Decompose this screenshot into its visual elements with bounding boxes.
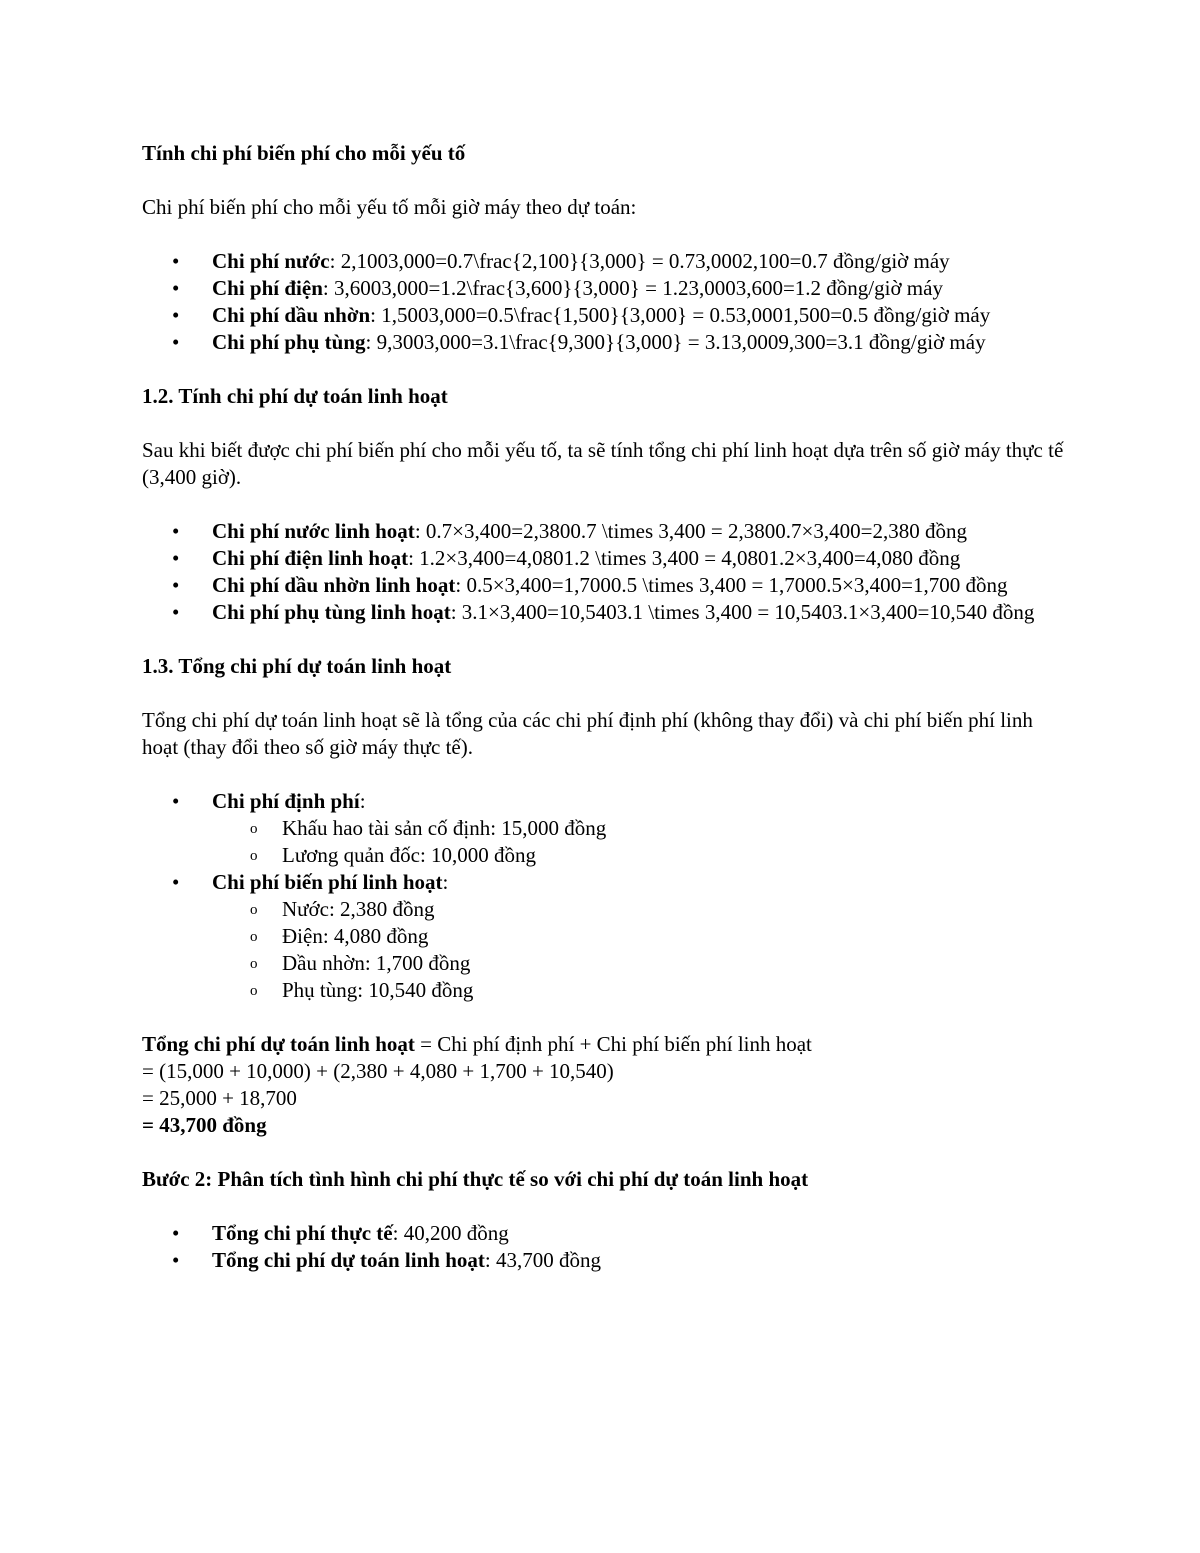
item-label: Chi phí nước — [212, 249, 330, 273]
list-item — [142, 275, 1072, 302]
list-item — [142, 545, 1072, 572]
item-text: : 1.2×3,400=4,0801.2 \times 3,400 = 4,0801.2×3,400=4,080 đồng — [408, 546, 961, 570]
item-text: : 3.1×3,400=10,5403.1 \times 3,400 = 10,5403.1×3,400=10,540 đồng — [450, 600, 1035, 624]
item-label: Chi phí phụ tùng — [212, 330, 366, 354]
item-label: Chi phí biến phí linh hoạt — [212, 870, 443, 894]
list-item-fixed-cost — [142, 788, 1072, 869]
item-suffix: : — [442, 870, 449, 894]
sub-list-item: o Dầu nhờn: 1,700 đồng — [212, 950, 1072, 977]
item-label: Chi phí định phí — [212, 789, 360, 813]
item-label: Chi phí phụ tùng linh hoạt — [212, 600, 451, 624]
total-label: Tổng chi phí dự toán linh hoạt — [142, 1032, 415, 1056]
total-line-1 — [142, 1031, 1072, 1058]
variable-cost-sublist — [212, 896, 1072, 1004]
section-heading-step2: Bước 2: Phân tích tình hình chi phí thực tế so với chi phí dự toán linh hoạt — [142, 1167, 809, 1191]
sub-list-item: o Lương quản đốc: 10,000 đồng — [212, 842, 1072, 869]
sub-list-item: o Điện: 4,080 đồng — [212, 923, 1072, 950]
comparison-list — [142, 1220, 1072, 1274]
item-label: Chi phí điện linh hoạt — [212, 546, 409, 570]
list-item — [142, 599, 1072, 626]
item-text: : 9,3003,000=3.1\frac{9,300}{3,000} = 3.13,0009,300=3.1 đồng/giờ máy — [365, 330, 986, 354]
fixed-cost-sublist — [212, 815, 1072, 869]
total-line-4 — [142, 1112, 1072, 1139]
item-label: Chi phí nước linh hoạt — [212, 519, 415, 543]
item-label: Tổng chi phí thực tế — [212, 1221, 393, 1245]
document-page — [142, 140, 1072, 1301]
total-line-2: = (15,000 + 10,000) + (2,380 + 4,080 + 1,700 + 10,540) — [142, 1059, 614, 1083]
total-result: = 43,700 đồng — [142, 1113, 267, 1137]
item-text: : 43,700 đồng — [484, 1248, 601, 1272]
item-label: Chi phí điện — [212, 276, 323, 300]
section-heading-flexible-budget: 1.2. Tính chi phí dự toán linh hoạt — [142, 384, 448, 408]
item-label: Tổng chi phí dự toán linh hoạt — [212, 1248, 485, 1272]
section-intro: Tổng chi phí dự toán linh hoạt sẽ là tổng của các chi phí định phí (không thay đổi) và chi phí biến phí linh hoạt (thay đổi theo số giờ máy thực tế). — [142, 708, 1033, 759]
sub-list-item: o Khấu hao tài sản cố định: 15,000 đồng — [212, 815, 1072, 842]
item-label: Chi phí dầu nhờn — [212, 303, 371, 327]
variable-cost-list — [142, 248, 1072, 356]
item-text: : 3,6003,000=1.2\frac{3,600}{3,000} = 1.23,0003,600=1.2 đồng/giờ máy — [322, 276, 943, 300]
total-formula: = Chi phí định phí + Chi phí biến phí linh hoạt — [414, 1032, 812, 1056]
item-text: : 40,200 đồng — [392, 1221, 509, 1245]
sub-list-item: o Nước: 2,380 đồng — [212, 896, 1072, 923]
list-item — [142, 329, 1072, 356]
list-item — [142, 302, 1072, 329]
sub-list-item: o Phụ tùng: 10,540 đồng — [212, 977, 1072, 1004]
section-intro: Chi phí biến phí cho mỗi yếu tố mỗi giờ máy theo dự toán: — [142, 195, 637, 219]
list-item — [142, 572, 1072, 599]
section-heading-total-flexible: 1.3. Tổng chi phí dự toán linh hoạt — [142, 654, 452, 678]
list-item — [142, 1220, 1072, 1247]
cost-breakdown-list — [142, 788, 1072, 1004]
section-intro: Sau khi biết được chi phí biến phí cho mỗi yếu tố, ta sẽ tính tổng chi phí linh hoạt dựa trên số giờ máy thực tế (3,400 giờ). — [142, 438, 1064, 489]
item-label: Chi phí dầu nhờn linh hoạt — [212, 573, 456, 597]
section-heading-variable-cost: Tính chi phí biến phí cho mỗi yếu tố — [142, 141, 466, 165]
flexible-cost-list — [142, 518, 1072, 626]
item-text: : 0.5×3,400=1,7000.5 \times 3,400 = 1,7000.5×3,400=1,700 đồng — [455, 573, 1008, 597]
list-item — [142, 248, 1072, 275]
item-suffix: : — [359, 789, 366, 813]
total-calculation — [142, 1031, 1072, 1139]
item-text: : 2,1003,000=0.7\frac{2,100}{3,000} = 0.73,0002,100=0.7 đồng/giờ máy — [329, 249, 950, 273]
list-item — [142, 518, 1072, 545]
item-text: : 0.7×3,400=2,3800.7 \times 3,400 = 2,3800.7×3,400=2,380 đồng — [414, 519, 967, 543]
list-item — [142, 1247, 1072, 1274]
item-text: : 1,5003,000=0.5\frac{1,500}{3,000} = 0.53,0001,500=0.5 đồng/giờ máy — [370, 303, 991, 327]
total-line-3: = 25,000 + 18,700 — [142, 1086, 297, 1110]
list-item-variable-cost — [142, 869, 1072, 1004]
